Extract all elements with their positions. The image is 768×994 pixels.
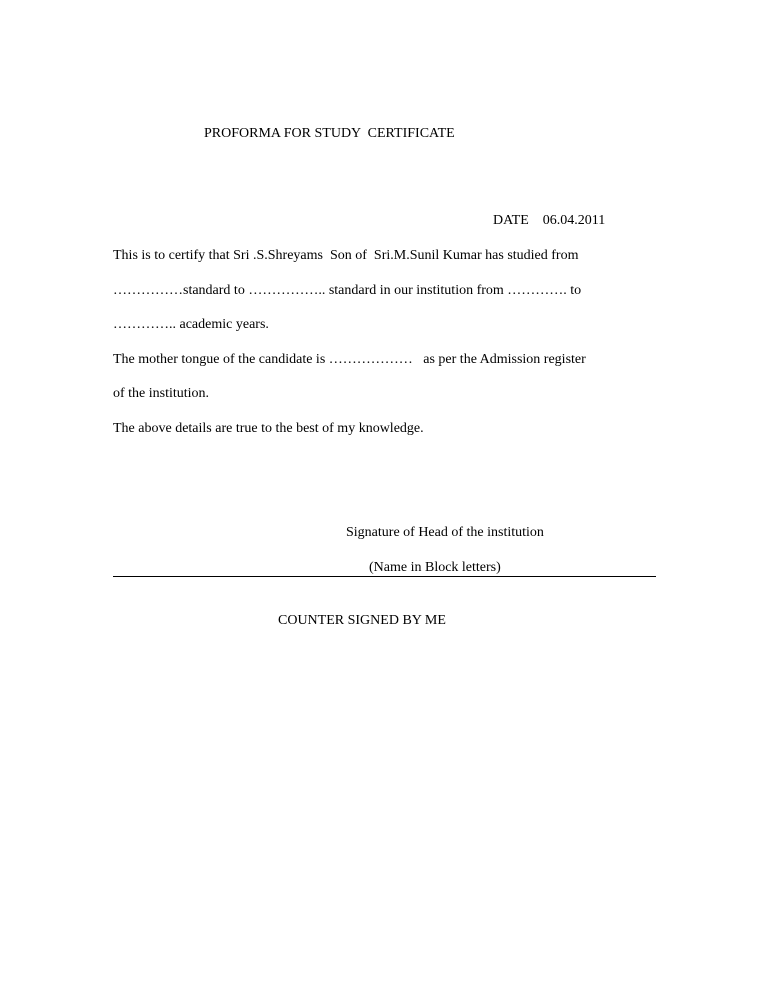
date-line [493,214,605,228]
date-value: 06.04.2011 [542,213,606,228]
block-letters-label: (Name in Block letters) [369,560,501,575]
certificate-title: PROFORMA FOR STUDY CERTIFICATE [204,126,455,141]
body-line-2: ……………standard to …………….. standard in our institution from …………. to [113,283,582,298]
body-line-1: This is to certify that Sri .S.Shreyams Son of Sri.M.Sunil Kumar has studied from [113,248,579,263]
date-label: DATE [493,213,529,228]
countersign-label: COUNTER SIGNED BY ME [278,613,446,628]
body-line-6: The above details are true to the best of my knowledge. [113,421,424,436]
body-line-5: of the institution. [113,386,210,401]
horizontal-rule [113,576,656,577]
signature-label: Signature of Head of the institution [346,525,544,540]
body-line-3: ………….. academic years. [113,317,269,332]
body-line-4: The mother tongue of the candidate is ……………… as per the Admission register [113,352,586,367]
